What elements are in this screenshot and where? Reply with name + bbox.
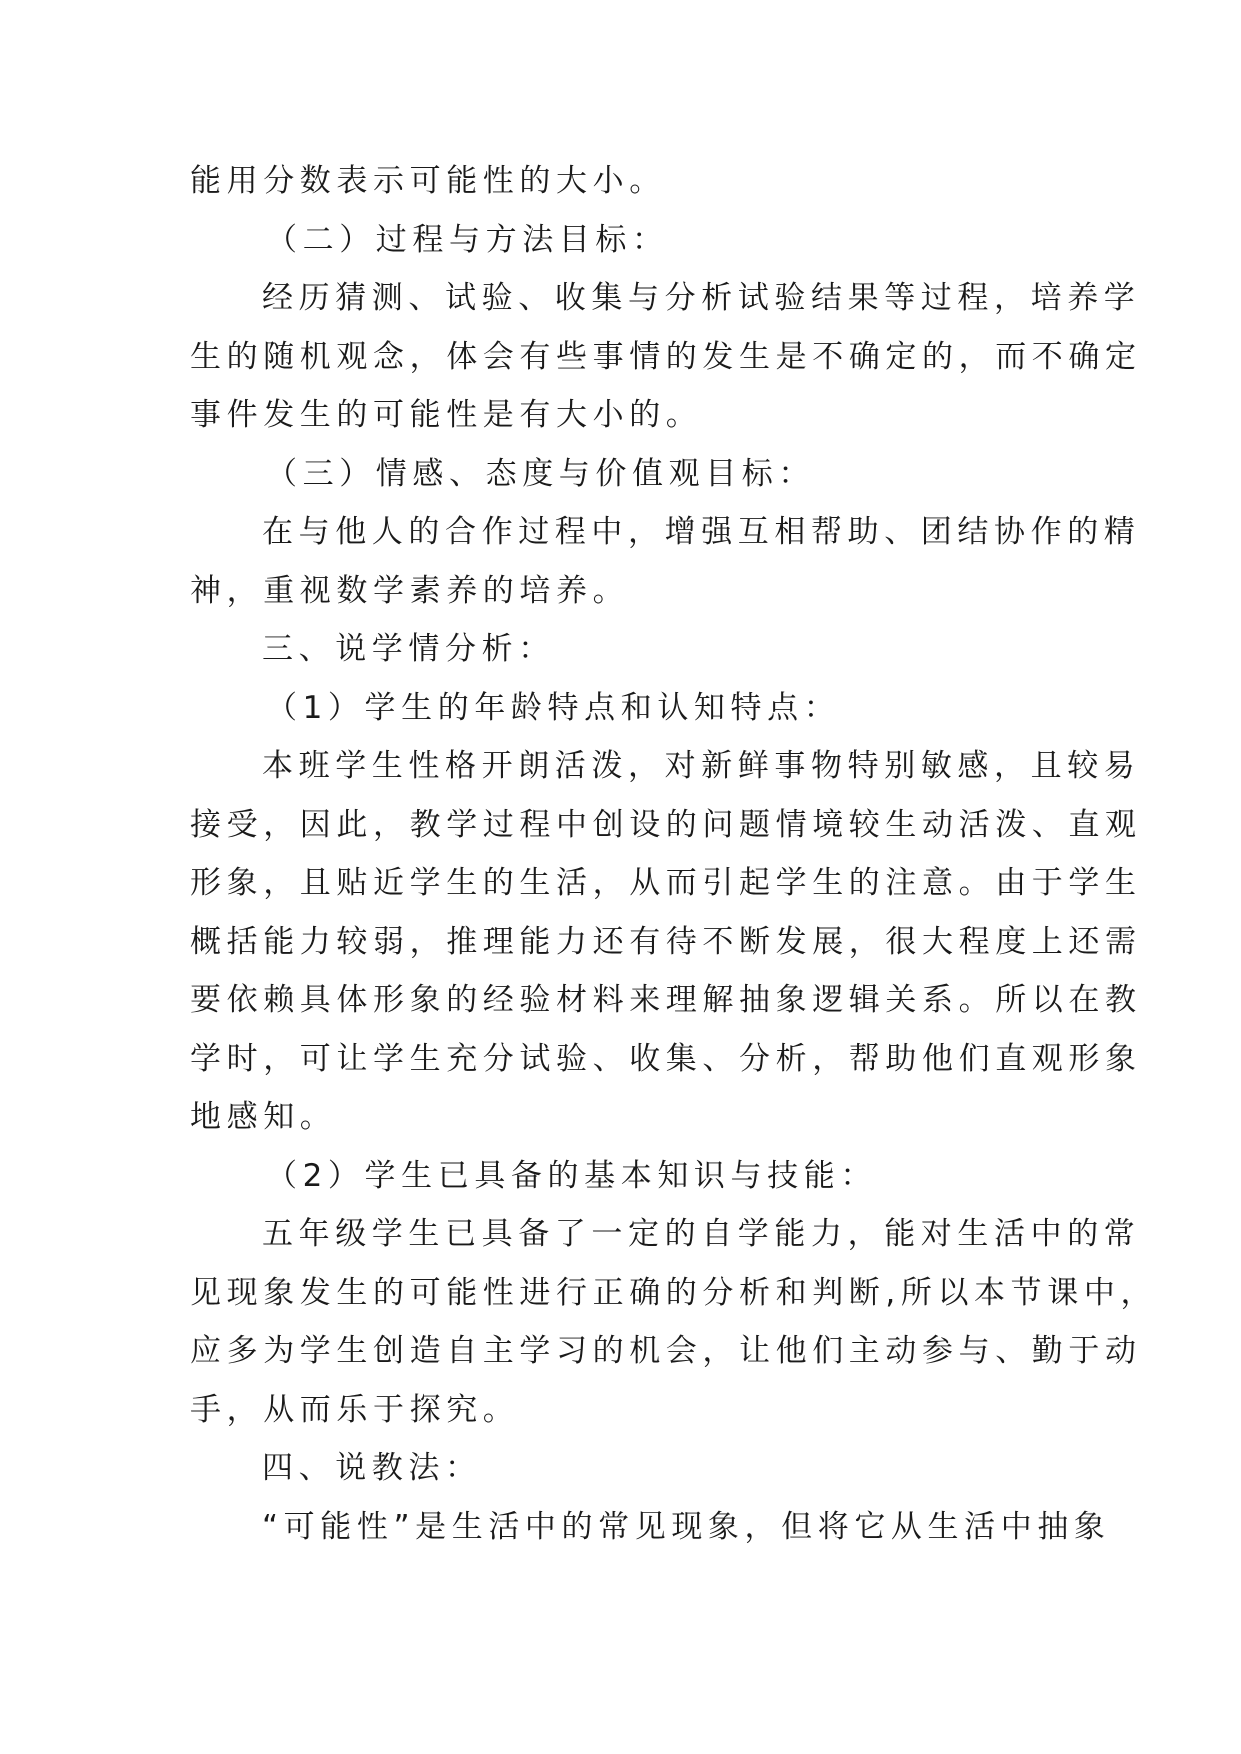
text-line: 生的随机观念，体会有些事情的发生是不确定的，而不确定 <box>190 338 1142 375</box>
text-line: 神，重视数学素养的培养。 <box>190 572 630 609</box>
text-line: 应多为学生创造自主学习的机会，让他们主动参与、勤于动 <box>190 1333 1142 1369</box>
text-line: 经历猜测、试验、收集与分析试验结果等过程，培养学 <box>262 280 1141 316</box>
section-heading: （三）情感、态度与价值观目标： <box>266 455 815 492</box>
section-heading: 四、说教法： <box>262 1450 482 1486</box>
text-line: 形象，且贴近学生的生活，从而引起学生的注意。由于学生 <box>190 865 1142 901</box>
text-line: 见现象发生的可能性进行正确的分析和判断,所以本节课中， <box>190 1274 1158 1311</box>
document-body <box>190 152 1158 1556</box>
text-line: 事件发生的可能性是有大小的。 <box>190 397 703 433</box>
text-line: 接受，因此，教学过程中创设的问题情境较生动活泼、直观 <box>190 806 1142 843</box>
text-line: 五年级学生已具备了一定的自学能力，能对生活中的常 <box>262 1216 1141 1252</box>
text-line: 在与他人的合作过程中，增强互相帮助、团结协作的精 <box>262 514 1141 550</box>
text-line: 要依赖具体形象的经验材料来理解抽象逻辑关系。所以在教 <box>190 982 1142 1018</box>
section-heading: （二）过程与方法目标： <box>266 221 669 258</box>
section-heading: 三、说学情分析： <box>262 631 555 667</box>
text-line: 本班学生性格开朗活泼，对新鲜事物特别敏感，且较易 <box>262 748 1141 784</box>
text-line: 能用分数表示可能性的大小。 <box>190 163 666 199</box>
text-line: 学时，可让学生充分试验、收集、分析，帮助他们直观形象 <box>190 1040 1142 1077</box>
text-line: 地感知。 <box>190 1099 337 1135</box>
section-heading: （1）学生的年龄特点和认知特点： <box>266 689 841 726</box>
text-line: 概括能力较弱，推理能力还有待不断发展，很大程度上还需 <box>190 923 1142 960</box>
section-heading: （2）学生已具备的基本知识与技能： <box>266 1157 877 1194</box>
text-line: 手，从而乐于探究。 <box>190 1391 520 1428</box>
text-line: “可能性”是生活中的常见现象，但将它从生活中抽象 <box>262 1508 1111 1545</box>
